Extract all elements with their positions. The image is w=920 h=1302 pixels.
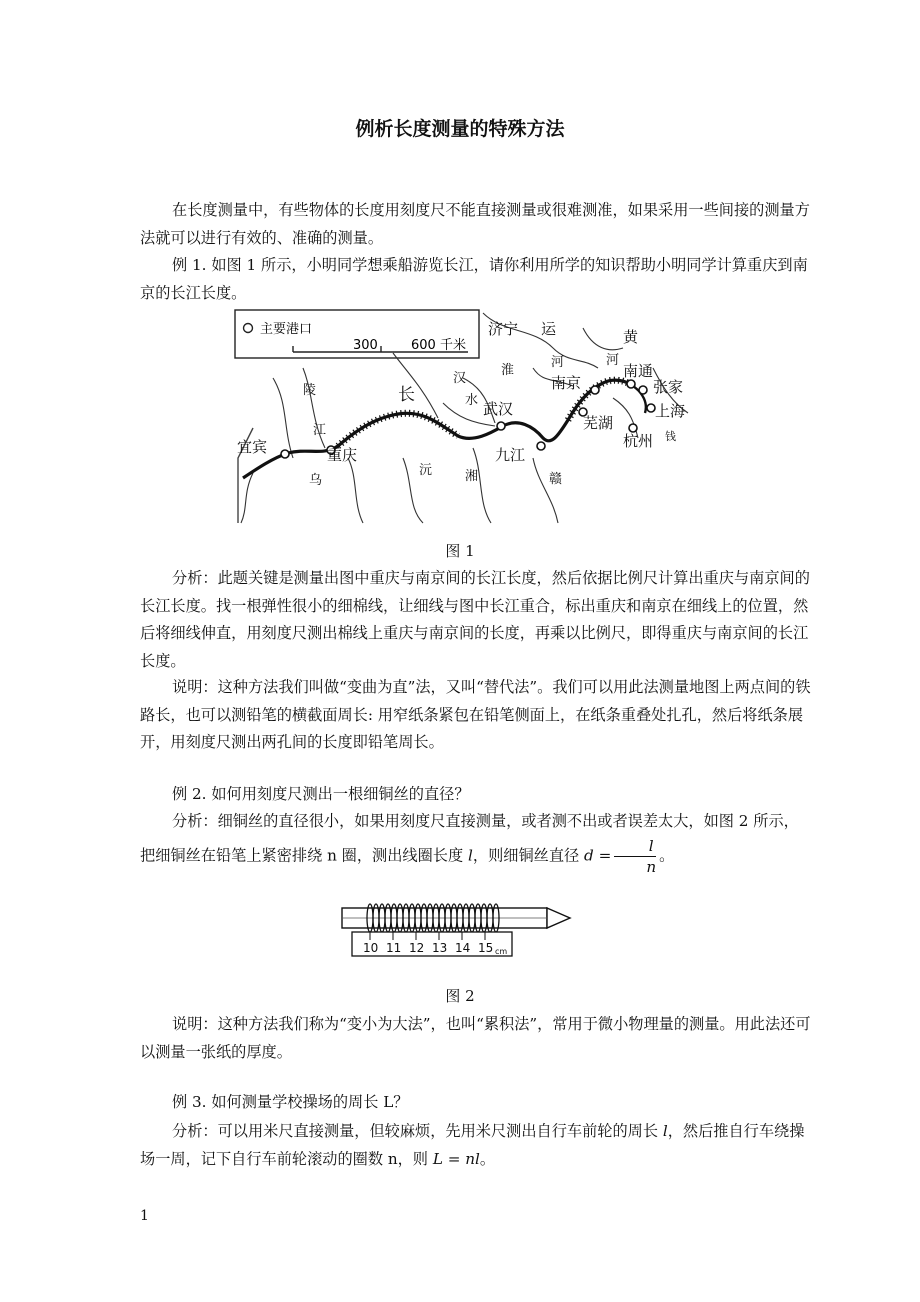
port-hangzhou	[629, 424, 637, 432]
label-wuhan: 武汉	[483, 400, 514, 418]
ruler-tick-10: 10	[363, 941, 379, 955]
fraction-denominator: n	[646, 857, 657, 876]
label-jining: 济宁	[488, 320, 519, 338]
ruler-tick-13: 13	[432, 941, 448, 955]
var-l: l	[468, 846, 473, 864]
label-shanghai: 上海	[655, 402, 686, 420]
port-nanjing	[591, 386, 599, 394]
port-wuhan	[497, 422, 505, 430]
label-wu: 乌	[309, 473, 323, 488]
legend-label: 主要港口	[260, 322, 313, 337]
ruler-tick-15: 15	[478, 941, 494, 955]
intro-paragraph: 在长度测量中，有些物体的长度用刻度尺不能直接测量或很难测准，如果采用一些间接的测量方法就可以进行有效的、准确的测量。	[140, 201, 810, 247]
var-l-wheel: l	[662, 1122, 668, 1140]
label-ling: 陵	[303, 383, 317, 398]
label-chang: 长	[398, 385, 415, 405]
ruler-tick-12: 12	[409, 941, 425, 955]
example2-explanation: 说明：这种方法我们称为“变小为大法”，也叫“累积法”，常用于微小物理量的测量。用此法还可以测量一张纸的厚度。	[140, 1015, 811, 1061]
example2-analysis	[140, 808, 812, 877]
example3-analysis-end: 。	[479, 1149, 496, 1168]
label-jiang: 江	[313, 423, 327, 438]
page-number: 1	[140, 1208, 149, 1224]
example2-analysis-mid: ，则细铜丝直径	[472, 846, 580, 864]
example1-explanation: 说明：这种方法我们叫做“变曲为直”法，又叫“替代法”。我们可以用此法测量地图上两点间的铁路长，也可以测铅笔的横截面周长: 用窄纸条紧包在铅笔侧面上，在纸条重叠处扎孔，然后将纸条展开，用刻度尺测出两孔间的长度即铅笔周长。	[140, 678, 811, 751]
figure1-caption: 图 1	[445, 542, 475, 560]
ruler-tick-14: 14	[455, 941, 471, 955]
scale-300: 300	[353, 338, 378, 353]
ruler-unit: cm	[495, 947, 508, 956]
equals-sign: =	[598, 846, 612, 864]
label-yibin: 宜宾	[237, 438, 268, 456]
example2-question: 例 2. 如何用刻度尺测出一根细铜丝的直径？	[172, 785, 470, 803]
label-gan: 赣	[549, 472, 563, 487]
label-hangzhou: 杭州	[623, 432, 654, 450]
yangtze-map-figure	[233, 308, 693, 530]
port-yibin	[281, 450, 289, 458]
label-chongqing: 重庆	[327, 446, 358, 464]
port-nantong	[627, 380, 635, 388]
label-huang: 黄	[623, 328, 639, 346]
label-nanjing: 南京	[551, 374, 582, 392]
label-he-2: 河	[606, 353, 620, 368]
label-wuhu: 芜湖	[583, 414, 614, 432]
formula-L-equals-nl: L = nl	[432, 1149, 480, 1168]
label-huai: 淮	[501, 363, 515, 378]
port-legend-icon	[244, 324, 253, 333]
example1-analysis: 分析：此题关键是测量出图中重庆与南京间的长江长度，然后依据比例尺计算出重庆与南京间的长江长度。找一根弹性很小的细棉线，让细线与图中长江重合，标出重庆和南京在细线上的位置，然后将细线伸直，用刻度尺测出棉线上重庆与南京间的长度，再乘以比例尺，即得重庆与南京间的长江长度。	[140, 569, 810, 670]
label-shui: 水	[465, 393, 479, 408]
label-yun: 运	[541, 320, 557, 338]
figure2-caption: 图 2	[445, 987, 475, 1005]
yangtze-river	[243, 380, 633, 478]
fraction-l-over-n	[614, 836, 656, 877]
port-jiujiang	[537, 442, 545, 450]
port-zhangjia	[639, 386, 647, 394]
example3-analysis	[140, 1118, 812, 1173]
label-xiang: 湘	[465, 469, 479, 484]
pencil-tip	[547, 908, 570, 928]
label-jiujiang: 九江	[495, 446, 526, 464]
ruler-tick-11: 11	[386, 941, 402, 955]
label-qian: 钱	[665, 430, 676, 443]
fraction-numerator: l	[614, 836, 656, 857]
label-he-1: 河	[551, 355, 565, 370]
example2-analysis-text: 分析：细铜丝的直径很小，如果用刻度尺直接测量，或者测不出或者误差太大，如图 2 所示，把细铜丝在铅笔上紧密排绕 n 圈，测出线圈长度	[140, 812, 799, 864]
example3-analysis-text: 分析：可以用米尺直接测量，但较麻烦，先用米尺测出自行车前轮的周长	[172, 1122, 658, 1140]
label-yuan: 沅	[419, 463, 433, 478]
example2-analysis-end: 。	[659, 846, 675, 864]
coil-ruler-figure	[338, 890, 578, 970]
var-d: d	[584, 846, 594, 864]
label-han: 汉	[453, 371, 467, 386]
port-shanghai	[647, 404, 655, 412]
label-zhangjia: 张家	[653, 378, 684, 396]
page-title: 例析长度测量的特殊方法	[355, 118, 565, 140]
example3-analysis-mid: ，然后推自行车绕操场一周，记下自行车前轮滚动的圈数 n，则	[140, 1122, 805, 1168]
example3-question: 例 3. 如何测量学校操场的周长 L？	[172, 1093, 409, 1111]
scale-600: 600 千米	[411, 338, 466, 353]
label-nantong: 南通	[623, 362, 654, 380]
example1-question: 例 1. 如图 1 所示，小明同学想乘船游览长江，请你利用所学的知识帮助小明同学计算重庆到南京的长江长度。	[140, 256, 808, 302]
